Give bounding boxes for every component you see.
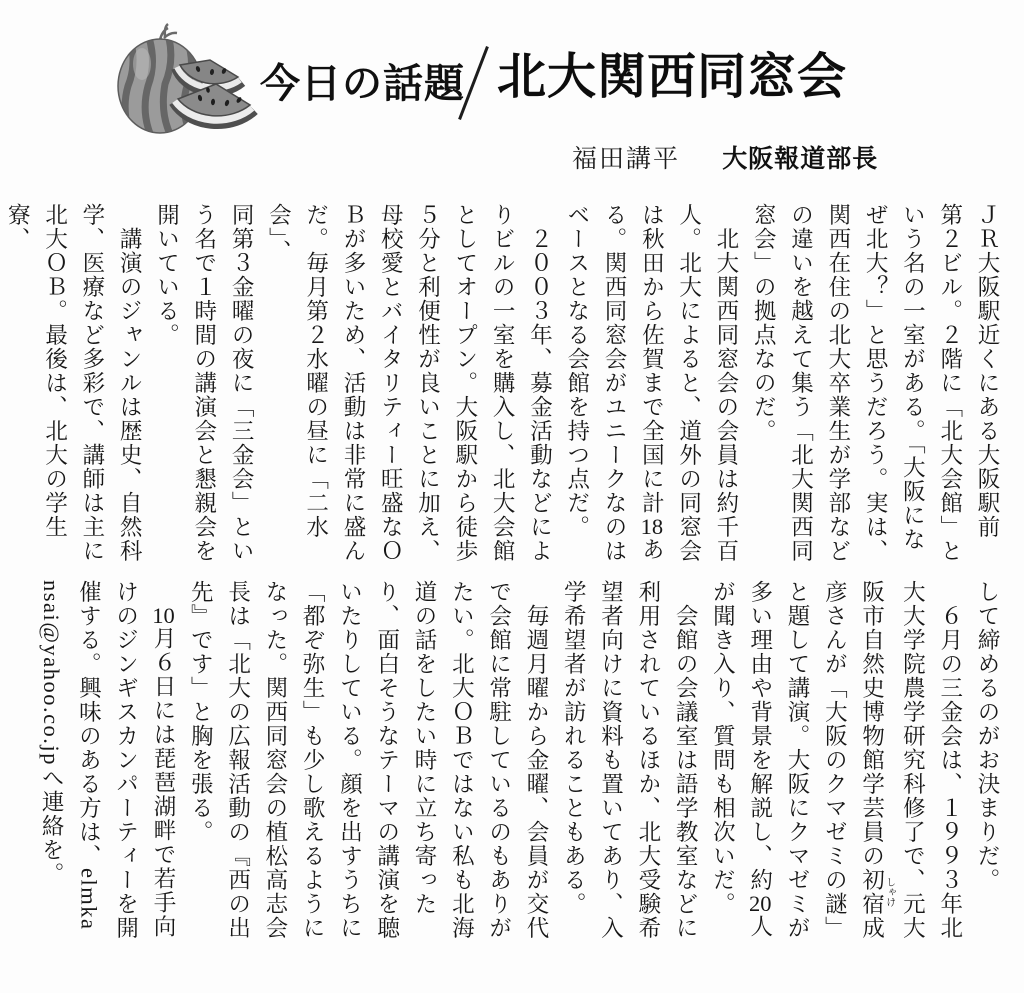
text-column: 毎週月曜から金曜、会員が交代	[523, 580, 549, 940]
text-column: ２００３年、募金活動などによ	[527, 203, 553, 563]
text-column: 道の話をしたい時に立ち寄った	[412, 580, 438, 916]
text-column: いたりしている。顔を出すうちに	[337, 580, 363, 940]
text-column: nsai@yahoo.co.jpへ連絡を。	[39, 580, 65, 886]
text-column: 長は「北大の広報活動の『西の出	[225, 580, 251, 940]
text-column: して締めるのがお決まりだ。	[975, 580, 1000, 892]
text-column: だ。毎月第２水曜の昼に「二水会」、	[266, 203, 329, 539]
article-upper-band	[5, 203, 1006, 579]
text-column: 学、医療など多彩で、講師は主に	[79, 203, 105, 563]
text-column: 阪市自然史博物館学芸員の初宿 しゃけ成	[859, 580, 895, 940]
text-column: としてオープン。大阪駅から徒歩	[452, 203, 478, 563]
text-column: 北大関西同窓会の会員は約千百	[713, 203, 739, 563]
text-column: と題して講演。大阪にクマゼミが	[785, 580, 811, 940]
text-column: 望者向けに資料も置いてあり、入	[598, 580, 624, 940]
text-column: 窓会」の拠点なのだ。	[751, 203, 777, 443]
text-column: 学希望者が訪れることもある。	[561, 580, 587, 916]
text-column: 開いている。	[154, 203, 180, 347]
text-column: 多い理由や背景を解説し、約20人	[747, 580, 773, 939]
text-column: 「都ぞ弥生」も少し歌えるように	[300, 580, 326, 940]
text-column: 利用されているほか、北大受験希	[635, 580, 661, 940]
text-column: の違いを越えて集う「北大関西同	[788, 203, 814, 563]
text-column: 大大学院農学研究科修了で、元大	[900, 580, 926, 940]
text-column: 第２ビル。２階に「北大会館」と	[937, 203, 963, 563]
text-column: ６月の三金会は、１９９３年北	[937, 580, 963, 940]
text-column: は秋田から佐賀まで全国に計18あ	[639, 203, 665, 562]
text-column: 彦さんが「大阪のクマゼミの謎」	[822, 580, 848, 940]
byline-author: 福田講平	[572, 146, 681, 173]
text-column: りビルの一室を購入し、北大会館	[490, 203, 516, 563]
byline-role: 大阪報道部長	[722, 145, 879, 173]
text-column: ＪＲ大阪駅近くにある大阪駅前	[975, 203, 1000, 539]
text-column: り、面白そうなテーマの講演を聴	[374, 580, 400, 940]
text-column: ５分と利便性が良いことに加え、	[415, 203, 441, 563]
text-column: 先』です」と胸を張る。	[188, 580, 214, 844]
watermelon-icon	[110, 22, 262, 144]
text-column: 関西在住の北大卒業生が学部など	[825, 203, 851, 563]
text-column: 北大ＯＢ。最後は、北大の学生寮、	[5, 203, 68, 539]
text-column: 催する。興味のある方は、elmka	[76, 580, 102, 931]
text-column: が聞き入り、質問も相次いだ。	[710, 580, 736, 916]
topic-label: 今日の話題	[260, 62, 465, 106]
text-column: いう名の一室がある。「大阪にな	[900, 203, 926, 552]
text-column: けのジンギスカンパーティーを開	[113, 580, 139, 940]
text-column: たい。北大ＯＢではない私も北海	[449, 580, 475, 940]
page-title: 北大関西同窓会	[497, 49, 848, 104]
text-column: 人。北大によると、道外の同窓会	[676, 203, 702, 563]
text-column: る。関西同窓会がユニークなのは	[602, 203, 628, 563]
text-column: 同第３金曜の夜に「三金会」とい	[229, 203, 255, 563]
byline	[572, 139, 878, 175]
text-column: う名で１時間の講演会と懇親会を	[191, 203, 217, 563]
article-lower-band	[28, 580, 1006, 972]
text-column: 10月６日には琵琶湖畔で若手向	[150, 604, 176, 939]
text-column: 母校愛とバイタリティー旺盛なＯ	[378, 203, 404, 563]
text-column: で会館に常駐しているのもありが	[486, 580, 512, 940]
text-column: なった。関西同窓会の植松高志会	[262, 580, 288, 940]
text-column: ベースとなる会館を持つ点だ。	[564, 203, 590, 539]
text-column: 講演のジャンルは歴史、自然科	[117, 203, 143, 563]
text-column: Ｂが多いため、活動は非常に盛ん	[340, 203, 366, 563]
text-column: 会館の会議室は語学教室などに	[673, 580, 699, 940]
text-column: ぜ北大？」と思うだろう。実は、	[863, 203, 889, 563]
